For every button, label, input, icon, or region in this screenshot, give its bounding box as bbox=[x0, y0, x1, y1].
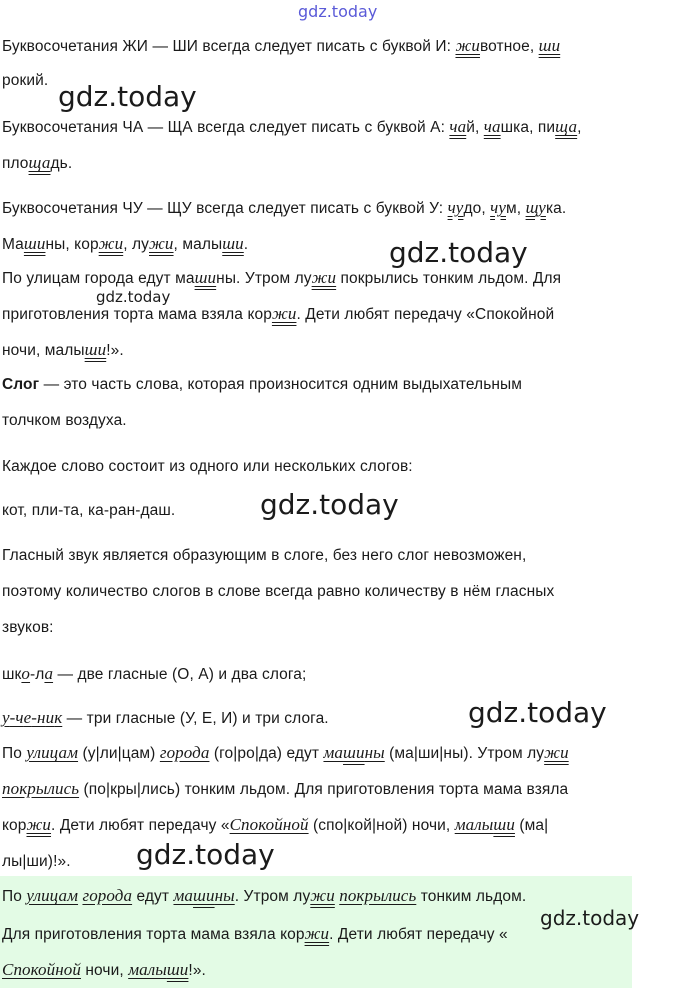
vowel-rule-line3: звуков: bbox=[2, 619, 54, 636]
syllable-each-word: Каждое слово состоит из одного или нескольких слогов: bbox=[2, 458, 413, 475]
syllable-examples: кот, пли-та, ка-ран-даш. bbox=[2, 502, 176, 519]
watermark: gdz.today bbox=[540, 906, 640, 930]
watermark: gdz.today bbox=[96, 288, 171, 306]
rule-zhi-shi-cont: рокий. bbox=[2, 72, 49, 89]
watermark: gdz.today bbox=[136, 838, 275, 871]
watermark: gdz.today bbox=[260, 488, 399, 521]
syllable-definition-cont: толчком воздуха. bbox=[2, 412, 127, 429]
analysis-line1: По улицам (у|ли|цам) города (го|ро|да) едут машины (ма|ши|ны). Утром лужи bbox=[2, 743, 569, 762]
analysis-line2: покрылись (по|кры|лись) тонким льдом. Для приготовления торта мама взяла bbox=[2, 779, 569, 798]
text1-line2: приготовления торта мама взяла коржи. Дети любят передачу «Спокойной bbox=[2, 304, 555, 323]
final-line3: Спокойной ночи, малыши!». bbox=[2, 960, 206, 979]
rule-zhi-shi: Буквосочетания ЖИ — ШИ всегда следует писать с буквой И: животное, ши bbox=[2, 36, 561, 55]
text1-line3: ночи, малыши!». bbox=[2, 340, 124, 359]
rule-chu-shchu: Буквосочетания ЧУ — ЩУ всегда следует писать с буквой У: чудо, чум, щука. bbox=[2, 198, 567, 217]
watermark: gdz.today bbox=[468, 696, 607, 729]
syllable-definition: Слог — это часть слова, которая произносится одним выдыхательным bbox=[2, 376, 523, 393]
final-line1: По улицам города едут машины. Утром лужи покрылись тонким льдом. bbox=[2, 886, 527, 905]
examples-line: Машины, коржи, лужи, малыши. bbox=[2, 234, 249, 253]
analysis-line4: лы|ши)!». bbox=[2, 853, 71, 870]
watermark: gdz.today bbox=[389, 236, 528, 269]
vowel-example-2: у-че-ник — три гласные (У, Е, И) и три слога. bbox=[2, 708, 329, 727]
rule-cha-shcha: Буквосочетания ЧА — ЩА всегда следует писать с буквой А: чай, чашка, пища, bbox=[2, 117, 582, 136]
final-line2: Для приготовления торта мама взяла коржи. Дети любят передачу « bbox=[2, 924, 508, 943]
vowel-rule-line1: Гласный звук является образующим в слоге, без него слог невозможен, bbox=[2, 547, 527, 564]
text1-line1: По улицам города едут машины. Утром лужи покрылись тонким льдом. Для bbox=[2, 268, 562, 287]
watermark: gdz.today bbox=[58, 80, 197, 113]
vowel-example-1: шко-ла — две гласные (О, А) и два слога; bbox=[2, 664, 307, 683]
analysis-line3: коржи. Дети любят передачу «Спокойной (спо|кой|ной) ночи, малыши (ма| bbox=[2, 815, 549, 834]
vowel-rule-line2: поэтому количество слогов в слове всегда равно количеству в нём гласных bbox=[2, 583, 555, 600]
rule-cha-shcha-cont: площадь. bbox=[2, 153, 73, 172]
watermark-top: gdz.today bbox=[298, 2, 378, 21]
